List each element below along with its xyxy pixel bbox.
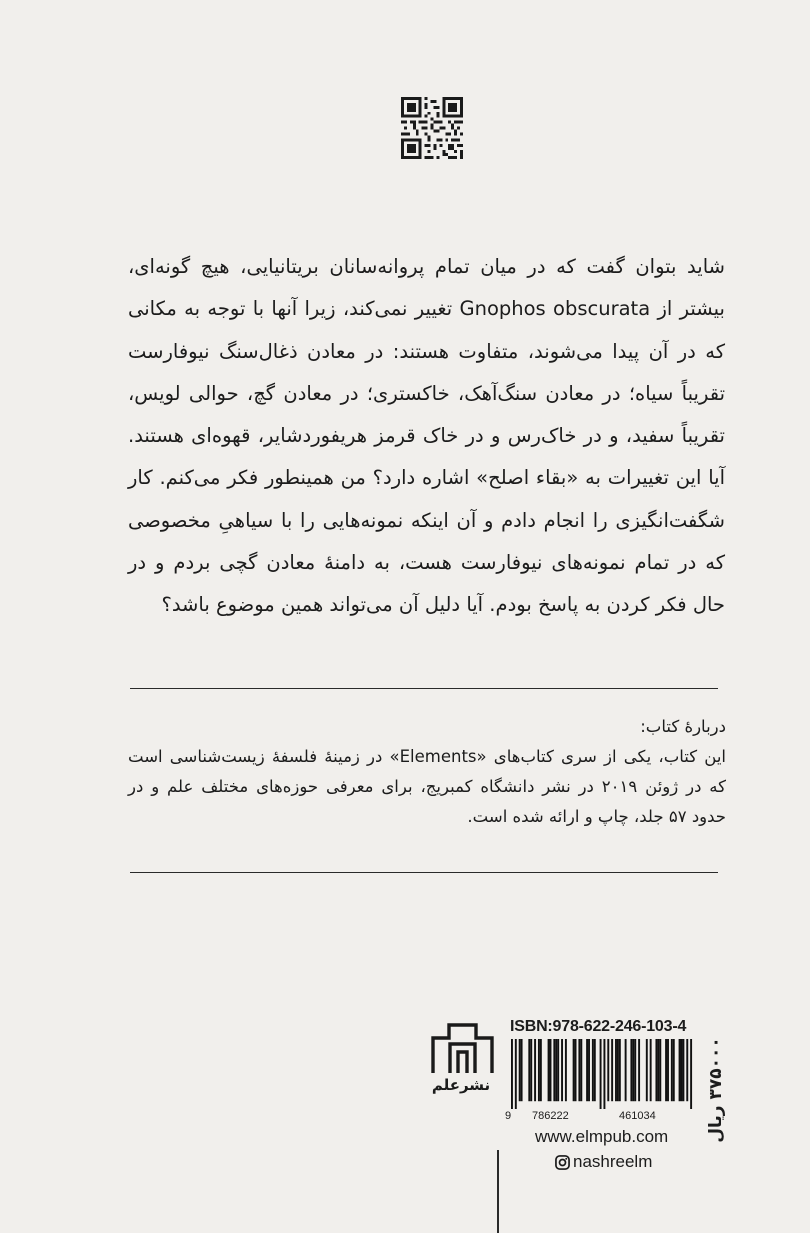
instagram-text: nashreelm <box>573 1152 653 1171</box>
about-book-heading: دربارهٔ کتاب: <box>640 717 726 736</box>
back-cover-paragraph: شاید بتوان گفت که در میان تمام پروانه‌سانان بریتانیایی، هیچ گونه‌ای، بیشتر از Gnophos obscurata تغییر نمی‌کند، زیرا آنها با توجه به مکانی که در آن پیدا می‌شوند، متفاوت هستند: در معادن ذغال‌سنگ نیوفارست تقریباً سیاه؛ در معادن سنگ‌آهک، خاکستری؛ در معادن گچ، حوالی لویس، تقریباً سفید، و در خاک‌رس و در خاک قرمز هریفوردشایر، قهوه‌ای هستند. آیا این تغییرات به «بقاء اصلح» اشاره دارد؟ من همینطور فکر می‌کنم. کار شگفت‌انگیزی را انجام دادم و آن اینکه نمونه‌هایی را با سیاهیِ مخصوصی که در تمام نمونه‌های نیوفارست هست، به دامنهٔ معادن گچی بردم و در حال فکر کردن به پاسخ بودم. آیا دلیل آن می‌تواند همین موضوع باشد؟ <box>128 255 725 617</box>
barcode-first-digit: 9 <box>505 1110 512 1122</box>
about-book-text: این کتاب، یکی از سری کتاب‌های «Elements» در زمینهٔ فلسفهٔ زیست‌شناسی است که در ژوئن ۲۰۱۹ در نشر دانشگاه کمبریج، برای معرفی حوزه‌های مختلف علم و در حدود ۵۷ جلد، چاپ و ارائه شده است. <box>128 747 726 826</box>
about-book-section <box>128 712 726 832</box>
barcode-digits-right: 461034 <box>619 1110 656 1122</box>
price-text: ۳۷۵۰۰۰ ریال <box>706 1037 726 1143</box>
instagram-handle[interactable] <box>555 1152 652 1172</box>
divider-bottom <box>130 872 718 873</box>
instagram-icon <box>555 1155 570 1170</box>
barcode-digits-left: 786222 <box>532 1110 569 1122</box>
divider-top <box>130 688 718 689</box>
isbn-label: ISBN:978-622-246-103-4 <box>510 1018 687 1035</box>
spine-divider <box>497 1150 499 1233</box>
barcode-image <box>511 1039 694 1109</box>
price-label <box>690 1035 742 1145</box>
website-link[interactable]: www.elmpub.com <box>535 1127 669 1146</box>
publisher-logo-text: نشرعلم <box>431 1076 491 1094</box>
publisher-logo-icon <box>429 1021 496 1075</box>
qr-code-icon <box>401 97 463 159</box>
